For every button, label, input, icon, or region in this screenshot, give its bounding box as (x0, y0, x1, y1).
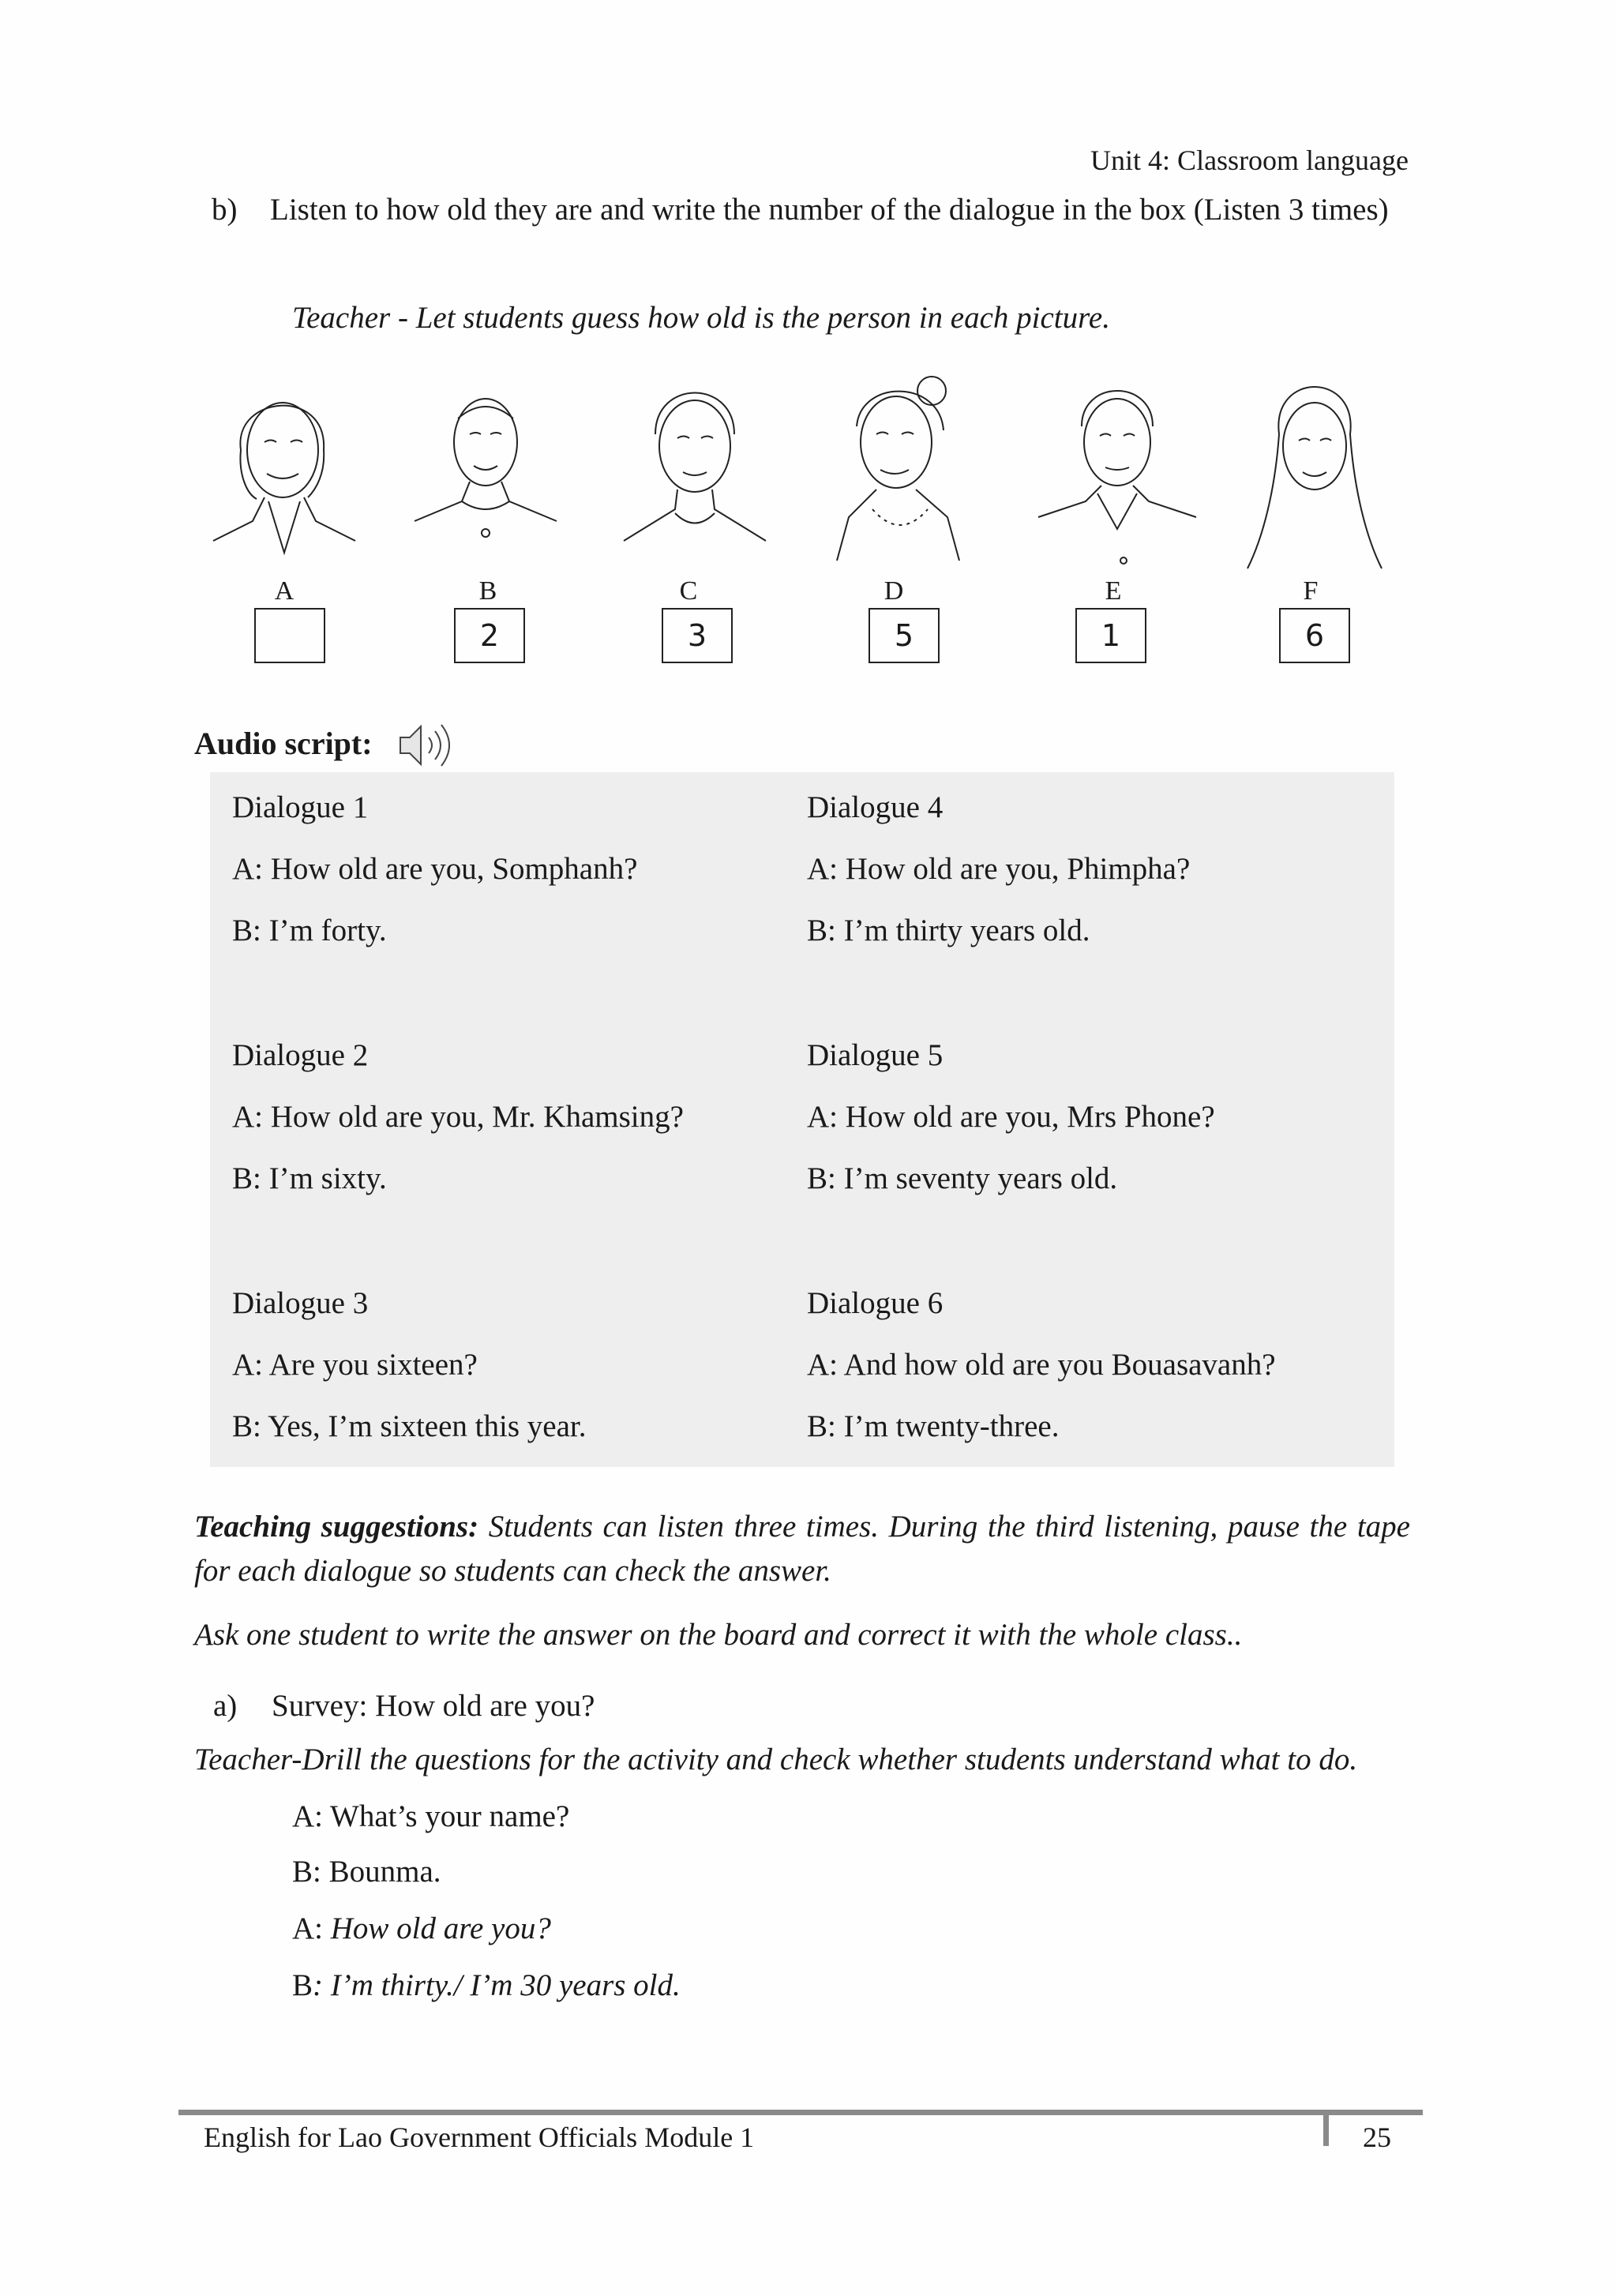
footer-rule (178, 2110, 1423, 2115)
speaker-icon[interactable] (397, 720, 460, 771)
dialogue-line: A: And how old are you Bouasavanh? (807, 1348, 1276, 1382)
picture-letter-b: B (478, 576, 497, 606)
unit-header: Unit 4: Classroom language (1090, 144, 1409, 176)
dialogue-title: Dialogue 2 (232, 1038, 369, 1072)
example-line (292, 1968, 681, 2003)
portrait-e (1030, 363, 1204, 576)
example-text: How old are you? (330, 1911, 551, 1945)
dialogue-line: B: I’m seventy years old. (807, 1161, 1118, 1195)
suggestions-heading: Teaching suggestions: (194, 1510, 479, 1544)
suggestions-text: Students can listen three times. During the third listening, pause the tape for each dialogue so students can check the answer. (194, 1510, 1410, 1588)
dialogue-line: A: How old are you, Mr. Khamsing? (232, 1100, 684, 1134)
picture-letter-a: A (274, 576, 295, 606)
picture-letter-e: E (1105, 576, 1122, 606)
dialogue-title: Dialogue 1 (232, 790, 369, 824)
dialogue-line: A: How old are you, Somphanh? (232, 852, 638, 886)
example-speaker: B: (292, 1855, 329, 1889)
answer-box-d[interactable]: 5 (869, 608, 940, 663)
suggestions-ask: Ask one student to write the answer on the board and correct it with the whole class.. (194, 1618, 1243, 1652)
portrait-a (197, 363, 371, 576)
example-line (292, 1854, 441, 1889)
pictures-row (197, 363, 1413, 671)
dialogue-line: B: I’m sixty. (232, 1161, 387, 1195)
example-text: Bounma. (328, 1855, 441, 1889)
example-speaker: B (292, 1968, 313, 2002)
answer-box-c[interactable]: 3 (662, 608, 733, 663)
dialogue-title: Dialogue 5 (807, 1038, 944, 1072)
picture-letter-c: C (679, 576, 698, 606)
dialogue-line: B: I’m thirty years old. (807, 914, 1090, 947)
portrait-b (399, 363, 572, 576)
dialogue-line: A: Are you sixteen? (232, 1348, 478, 1382)
picture-letter-d: D (884, 576, 904, 606)
example-line (292, 1911, 551, 1946)
example-speaker: A: (292, 1911, 331, 1945)
example-speaker: A: (292, 1799, 331, 1833)
audio-script-label: Audio script: (194, 726, 373, 761)
exercise-b-instruction: Listen to how old they are and write the number of the dialogue in the box (Listen 3 times) (270, 193, 1389, 227)
dialogue-line: B: I’m forty. (232, 914, 387, 947)
footer-book-title: English for Lao Government Officials Module 1 (204, 2122, 755, 2153)
answer-box-a[interactable] (254, 608, 325, 663)
example-text: What’s your name? (330, 1799, 570, 1833)
dialogue-title: Dialogue 4 (807, 790, 944, 824)
picture-letter-f: F (1303, 576, 1319, 606)
teacher-drill-note: Teacher-Drill the questions for the activity and check whether students understand what to do. (194, 1743, 1358, 1776)
teaching-suggestions (194, 1505, 1410, 1593)
dialogue-line: A: How old are you, Mrs Phone? (807, 1100, 1215, 1134)
example-text: : I’m thirty./ I’m 30 years old. (313, 1968, 681, 2002)
audio-script-box (210, 772, 1394, 1467)
exercise-b-label: b) (212, 193, 238, 227)
answer-box-f[interactable]: 6 (1279, 608, 1350, 663)
answer-box-e[interactable]: 1 (1075, 608, 1146, 663)
dialogue-title: Dialogue 3 (232, 1286, 369, 1320)
portrait-c (608, 363, 782, 576)
teacher-note: Teacher - Let students guess how old is the person in each picture. (292, 301, 1110, 335)
dialogue-line: B: I’m twenty-three. (807, 1409, 1060, 1443)
exercise-a-title: Survey: How old are you? (272, 1689, 595, 1723)
dialogue-title: Dialogue 6 (807, 1286, 944, 1320)
example-line (292, 1799, 569, 1834)
dialogue-line: B: Yes, I’m sixteen this year. (232, 1409, 587, 1443)
answer-box-b[interactable]: 2 (454, 608, 525, 663)
portrait-f (1224, 363, 1398, 576)
dialogue-line: A: How old are you, Phimpha? (807, 852, 1191, 886)
exercise-a-label: a) (213, 1689, 238, 1723)
footer-divider (1323, 2110, 1329, 2146)
page-number: 25 (1363, 2122, 1391, 2153)
portrait-d (813, 363, 987, 576)
